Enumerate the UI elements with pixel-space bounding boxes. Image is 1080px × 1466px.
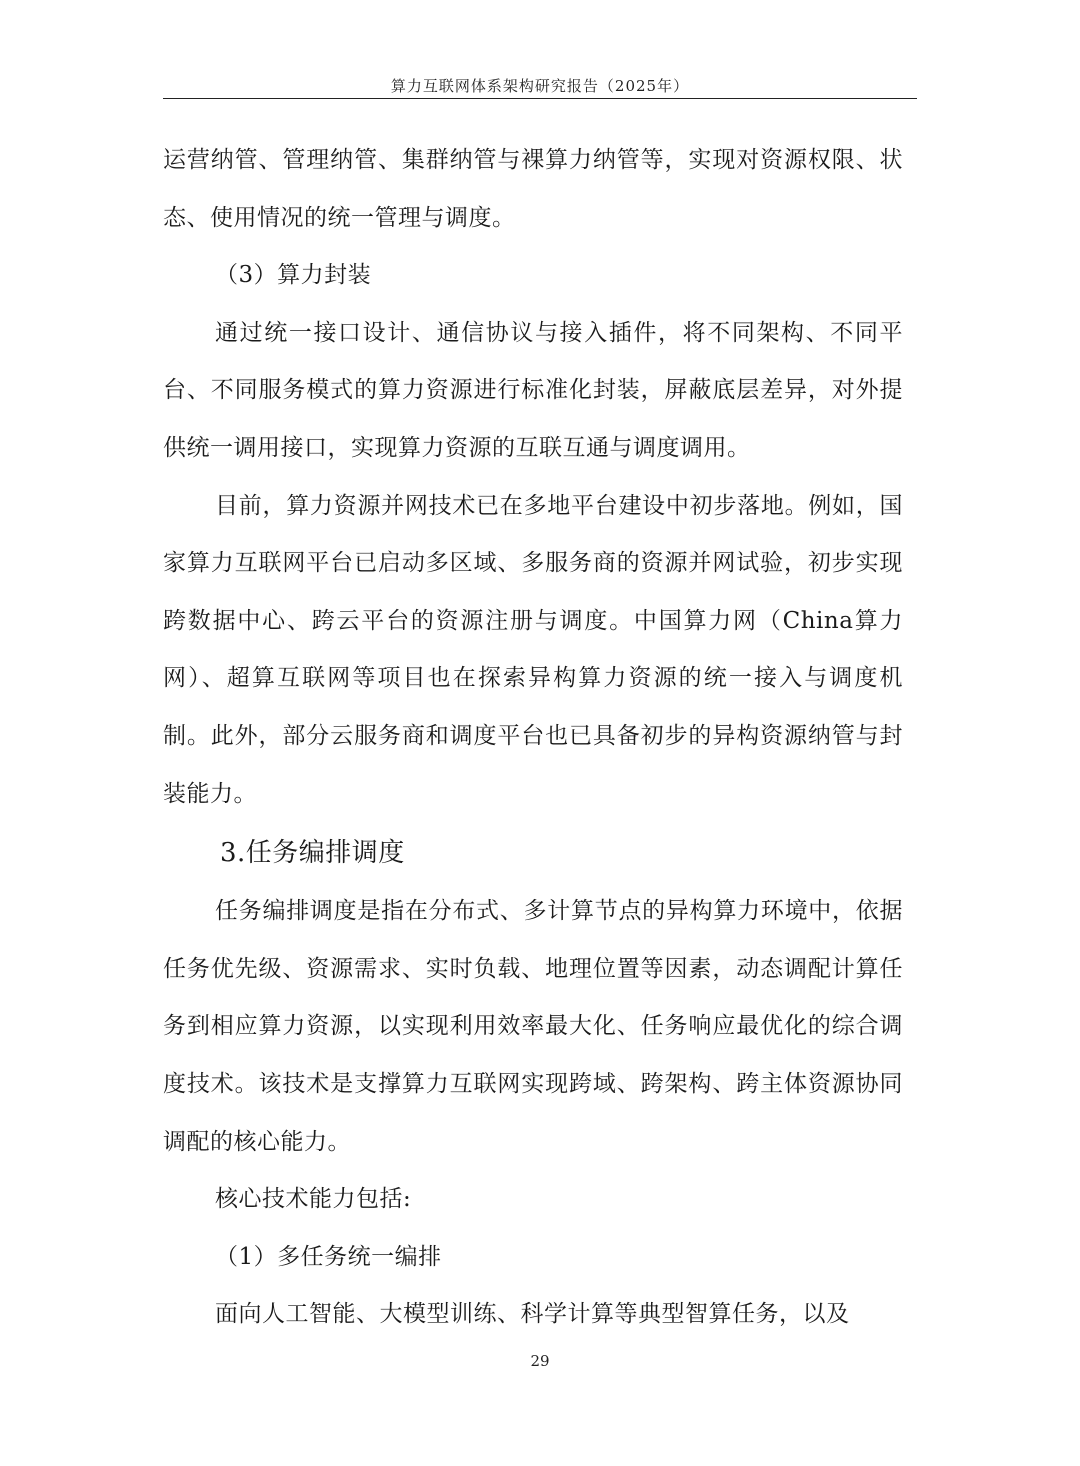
paragraph-core-capabilities: 核心技术能力包括: bbox=[215, 1186, 412, 1213]
page-header-title: 算力互联网体系架构研究报告（2025年） bbox=[390, 77, 690, 95]
paragraph-multitask: 面向人工智能、大模型训练、科学计算等典型智算任务，以及 bbox=[215, 1301, 850, 1328]
paragraph-continued: 运营纳管、管理纳管、集群纳管与裸算力纳管等，实现对资源权限、状态、使用情况的统一管理与调度。 bbox=[163, 147, 903, 231]
subheading-encapsulation: （3）算力封装 bbox=[215, 262, 372, 289]
section-heading-task-scheduling: 3.任务编排调度 bbox=[220, 838, 405, 869]
body-text bbox=[163, 132, 903, 1344]
paragraph-current-status: 目前，算力资源并网技术已在多地平台建设中初步落地。例如，国家算力互联网平台已启动多区域、多服务商的资源并网试验，初步实现跨数据中心、跨云平台的资源注册与调度。中国算力网（China算力网）、超算互联网等项目也在探索异构算力资源的统一接入与调度机制。此外，部分云服务商和调度平台也已具备初步的异构资源纳管与封装能力。 bbox=[163, 492, 903, 807]
paragraph-encapsulation: 通过统一接口设计、通信协议与接入插件，将不同架构、不同平台、不同服务模式的算力资源进行标准化封装，屏蔽底层差异，对外提供统一调用接口，实现算力资源的互联互通与调度调用。 bbox=[163, 319, 903, 461]
subheading-multitask: （1）多任务统一编排 bbox=[215, 1243, 442, 1270]
header-divider bbox=[163, 98, 917, 99]
paragraph-task-scheduling: 任务编排调度是指在分布式、多计算节点的异构算力环境中，依据任务优先级、资源需求、实时负载、地理位置等因素，动态调配计算任务到相应算力资源，以实现利用效率最大化、任务响应最优化的综合调度技术。该技术是支撑算力互联网实现跨域、跨架构、跨主体资源协同调配的核心能力。 bbox=[163, 898, 903, 1155]
page-number: 29 bbox=[530, 1352, 550, 1370]
